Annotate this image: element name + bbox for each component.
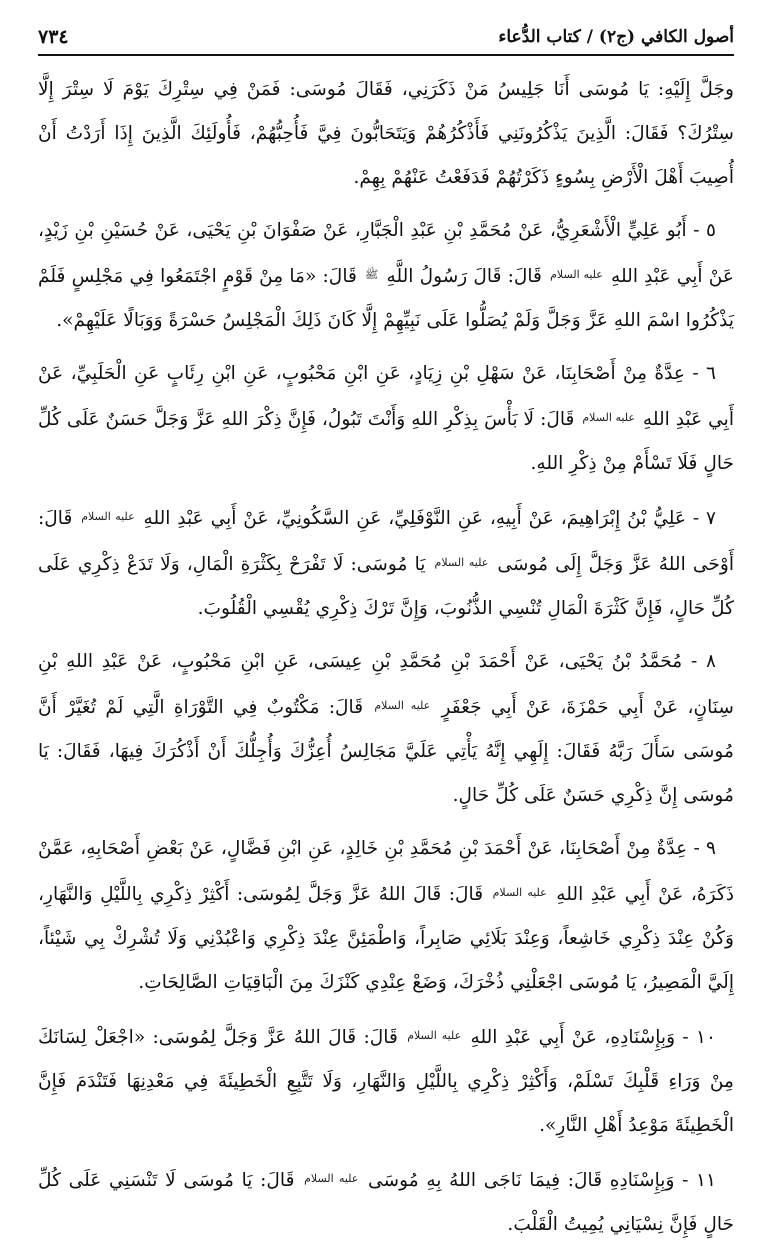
hadith-chain: ٧ - عَلِيُّ بْنُ إِبْرَاهِيمَ، عَنْ أَبِيهِ، عَنِ النَّوْفَلِيِّ، عَنِ السَّكُونِيِّ، عَنْ أَبِي عَبْدِ اللهِ bbox=[143, 508, 716, 529]
honorific-mark: عليه السلام bbox=[81, 510, 135, 523]
honorific-mark: عليه السلام bbox=[304, 1172, 359, 1185]
hadith-7 bbox=[38, 495, 734, 631]
hadith-8 bbox=[38, 640, 734, 818]
hadith-9 bbox=[38, 827, 734, 1005]
hadith-5 bbox=[38, 209, 734, 343]
page-header bbox=[38, 20, 734, 56]
hadith-text: قَالَ: «مَا مِنْ قَوْمٍ اجْتَمَعُوا فِي مَجْلِسٍ فَلَمْ يَذْكُرُوا اسْمَ اللهِ عَزَّ وَجَلَّ وَلَمْ يُصَلُّوا عَلَى نَبِيِّهِمْ إِلَّا كَانَ ذَلِكَ الْمَجْلِسُ حَسْرَةً وَوَبَالًا عَلَيْهِمْ». bbox=[38, 266, 734, 331]
hadith-text: قَالَ: قَالَ اللهُ عَزَّ وَجَلَّ لِمُوسَى: أَكْثِرْ ذِكْرِي بِاللَّيْلِ وَالنَّهَارِ، وَكُنْ عِنْدَ ذِكْرِي خَاشِعاً، وَعِنْدَ بَلَائِي صَابِراً، وَاطْمَئِنَّ عِنْدَ ذِكْرِي وَاعْبُدْنِي وَلَا تُشْرِكْ بِي شَيْئاً، إِلَيَّ الْمَصِيرُ، يَا مُوسَى اجْعَلْنِي ذُخْرَكَ، وَضَعْ عِنْدِي كَنْزَكَ مِنَ الْبَاقِيَاتِ الصَّالِحَاتِ. bbox=[38, 884, 734, 993]
hadith-text: يَا مُوسَى: لَا تَفْرَحْ بِكَثْرَةِ الْمَالِ، وَلَا تَدَعْ ذِكْرِي عَلَى كُلِّ حَالٍ، فَإِنَّ كَثْرَةَ الْمَالِ تُنْسِي الذُّنُوبَ، وَإِنَّ تَرْكَ ذِكْرِي يُقْسِي الْقُلُوبَ. bbox=[38, 554, 734, 619]
hadith-text: قَالَ: قَالَ رَسُولُ اللَّهِ bbox=[386, 266, 542, 287]
paragraph-continuation bbox=[38, 68, 734, 200]
hadith-chain: ٨ - مُحَمَّدُ بْنُ يَحْيَى، عَنْ أَحْمَدَ بْنِ مُحَمَّدِ بْنِ عِيسَى، عَنِ ابْنِ مَحْبُوبٍ، عَنْ عَبْدِ اللهِ بْنِ سِنَانٍ، عَنْ أَبِي حَمْزَةَ، عَنْ أَبِي جَعْفَرٍ bbox=[38, 651, 735, 718]
honorific-mark: عليه السلام bbox=[550, 268, 603, 281]
hadith-text: قَالَ: قَالَ اللهُ عَزَّ وَجَلَّ لِمُوسَى: «اجْعَلْ لِسَانَكَ مِنْ وَرَاءِ قَلْبِكَ تَسْلَمْ، وَأَكْثِرْ ذِكْرِي بِاللَّيْلِ وَالنَّهَارِ، وَلَا تَتَّبِعِ الْخَطِيئَةَ فِي مَعْدِنِهَا فَتَنْدَمَ فَإِنَّ الْخَطِيئَةَ مَوْعِدُ أَهْلِ النَّارِ». bbox=[38, 1027, 734, 1136]
honorific-mark: ﷺ bbox=[365, 268, 379, 281]
hadith-chain: ٩ - عِدَّةٌ مِنْ أَصْحَابِنَا، عَنْ أَحْمَدَ بْنِ مُحَمَّدِ بْنِ خَالِدٍ، عَنِ ابْنِ فَضَّالٍ، عَنْ بَعْضِ أَصْحَابِهِ، عَمَّنْ ذَكَرَهُ، عَنْ أَبِي عَبْدِ اللهِ bbox=[38, 838, 734, 905]
honorific-mark: عليه السلام bbox=[434, 556, 489, 569]
hadith-chain: ١١ - وَبِإِسْنَادِهِ قَالَ: فِيمَا نَاجَى اللهُ بِهِ مُوسَى bbox=[368, 1170, 716, 1191]
paragraph-text: وجَلَّ إِلَيْهِ: يَا مُوسَى أَنَا جَلِيسُ مَنْ ذَكَرَنِي، فَقَالَ مُوسَى: فَمَنْ فِي سِتْرِكَ يَوْمَ لَا سِتْرَ إِلَّا سِتْرُكَ؟ فَقَالَ: الَّذِينَ يَذْكُرُونَنِي فَأَذْكُرُهُمْ وَيَتَحَابُّونَ فِيَّ فَأُحِبُّهُمْ، فَأُولَئِكَ الَّذِينَ إِذَا أَرَدْتُ أَنْ أُصِيبَ أَهْلَ الْأَرْضِ بِسُوءٍ ذَكَرْتُهُمْ فَدَفَعْتُ عَنْهُمْ بِهِمْ. bbox=[38, 79, 734, 188]
hadith-text: قَالَ: لَا بَأْسَ بِذِكْرِ اللهِ وَأَنْتَ تَبُولُ، فَإِنَّ ذِكْرَ اللهِ عَزَّ وَجَلَّ حَسَنٌ عَلَى كُلِّ حَالٍ فَلَا تَسْأَمْ مِنْ ذِكْرِ اللهِ. bbox=[38, 409, 734, 474]
hadith-chain: ٦ - عِدَّةٌ مِنْ أَصْحَابِنَا، عَنْ سَهْلِ بْنِ زِيَادٍ، عَنِ ابْنِ مَحْبُوبٍ، عَنِ ابْنِ رِئَابٍ عَنِ الْحَلَبِيِّ، عَنْ أَبِي عَبْدِ اللهِ bbox=[38, 363, 734, 430]
hadith-11 bbox=[38, 1157, 734, 1247]
hadith-text: قَالَ: أَوْحَى اللهُ عَزَّ وَجَلَّ إِلَى مُوسَى bbox=[38, 508, 734, 575]
page-number: ٧٣٤ bbox=[38, 26, 69, 48]
honorific-mark: عليه السلام bbox=[407, 1029, 462, 1042]
running-title: أصول الكافي (ج٢) / كتاب الدُّعاء bbox=[498, 27, 734, 47]
hadith-text: قَالَ: يَا مُوسَى لَا تَنْسَنِي عَلَى كُلِّ حَالٍ فَإِنَّ نِسْيَانِي يُمِيتُ الْقَلْبَ. bbox=[38, 1170, 734, 1235]
hadith-10 bbox=[38, 1014, 734, 1148]
hadith-chain: ١٠ - وَبِإِسْنَادِهِ، عَنْ أَبِي عَبْدِ اللهِ bbox=[470, 1027, 716, 1048]
hadith-text: قَالَ: مَكْتُوبٌ فِي التَّوْرَاةِ الَّتِي لَمْ تُغَيَّرْ أَنَّ مُوسَى سَأَلَ رَبَّهُ فَقَالَ: إِلَهِي إِنَّهُ يَأْتِي عَلَيَّ مَجَالِسُ أُعِزُّكَ وَأُجِلُّكَ أَنْ أَذْكُرَكَ فِيهَا، فَقَالَ: يَا مُوسَى إِنَّ ذِكْرِي حَسَنٌ عَلَى كُلِّ حَالٍ. bbox=[38, 697, 734, 806]
honorific-mark: عليه السلام bbox=[582, 411, 635, 424]
hadith-6 bbox=[38, 352, 734, 486]
honorific-mark: عليه السلام bbox=[492, 886, 547, 899]
honorific-mark: عليه السلام bbox=[374, 699, 431, 712]
hadith-chain: ٥ - أَبُو عَلِيٍّ الْأَشْعَرِيُّ، عَنْ مُحَمَّدِ بْنِ عَبْدِ الْجَبَّارِ، عَنْ صَفْوَانَ بْنِ يَحْيَى، عَنْ حُسَيْنِ بْنِ زَيْدٍ، عَنْ أَبِي عَبْدِ اللهِ bbox=[38, 220, 734, 287]
page-body bbox=[38, 68, 735, 1235]
